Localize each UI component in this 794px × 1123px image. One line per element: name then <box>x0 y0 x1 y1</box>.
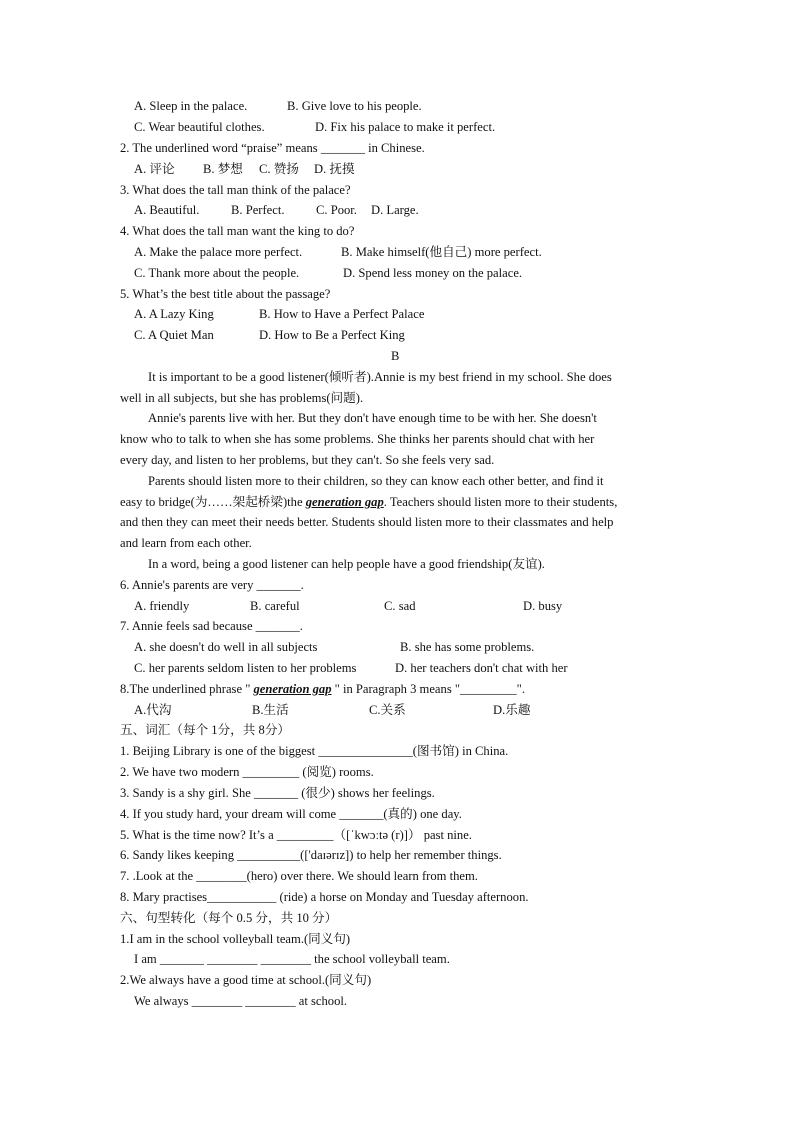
vocab-item-8: 8. Mary practises___________ (ride) a horse on Monday and Tuesday afternoon. <box>120 890 529 904</box>
q3-option-b: B. Perfect. <box>231 203 285 217</box>
transform-item-2-answer: We always ________ ________ at school. <box>134 994 348 1008</box>
q8-option-d: D.乐趣 <box>493 703 531 717</box>
passage-b-p2-line1: Annie's parents live with her. But they don't have enough time to be with her. She doesn't <box>148 411 597 425</box>
q1-options-row-1 <box>134 98 422 114</box>
q7-option-d: D. her teachers don't chat with her <box>395 661 568 675</box>
vocab-item-2: 2. We have two modern _________ (阅览) rooms. <box>120 765 374 779</box>
passage-b-p1-line1: It is important to be a good listener(倾听者).Annie is my best friend in my school. She does <box>148 370 612 384</box>
q2-options <box>134 161 355 177</box>
q3-options <box>134 202 419 218</box>
transform-item-1: 1.I am in the school volleyball team.(同义句) <box>120 932 351 946</box>
passage-b-p3-line4: and learn from each other. <box>120 536 252 550</box>
q2-option-c: C. 赞扬 <box>259 162 299 176</box>
passage-b-p3-line3: and then they can meet their needs better. Students should listen more to their classmates and help <box>120 515 614 529</box>
q8-stem <box>120 681 525 697</box>
q1-option-a: A. Sleep in the palace. <box>134 99 248 113</box>
q7-stem: 7. Annie feels sad because _______. <box>120 619 303 633</box>
section-6-title: 六、句型转化（每个 0.5 分，共 10 分） <box>120 911 338 925</box>
q8-stem-end: " in Paragraph 3 means "_________". <box>331 682 525 696</box>
q7-options-row-1 <box>134 639 534 655</box>
q5-option-c: C. A Quiet Man <box>134 328 214 342</box>
passage-b-p2-line2: know who to talk to when she has some problems. She thinks her parents should chat with her <box>120 432 595 446</box>
vocab-item-1: 1. Beijing Library is one of the biggest _______________(图书馆) in China. <box>120 744 509 758</box>
q2-option-b: B. 梦想 <box>203 162 243 176</box>
q6-option-d: D. busy <box>523 599 563 613</box>
q4-option-a: A. Make the palace more perfect. <box>134 245 303 259</box>
q3-option-a: A. Beautiful. <box>134 203 200 217</box>
q6-option-b: B. careful <box>250 599 300 613</box>
passage-b-p3-line2-end: . Teachers should listen more to their students, <box>383 495 618 509</box>
passage-b-heading: B <box>391 349 400 363</box>
q8-option-b: B.生活 <box>252 703 289 717</box>
q4-option-b: B. Make himself(他自己) more perfect. <box>341 245 542 259</box>
q2-option-d: D. 抚摸 <box>314 162 355 176</box>
q5-option-d: D. How to Be a Perfect King <box>259 328 405 342</box>
q7-option-a: A. she doesn't do well in all subjects <box>134 640 318 654</box>
passage-b-p2-line3: every day, and listen to her problems, but they can't. So she feels very sad. <box>120 453 495 467</box>
q4-options-row-1 <box>134 244 542 260</box>
q2-stem: 2. The underlined word “praise” means _______ in Chinese. <box>120 141 425 155</box>
passage-b-p3-line2-start: easy to bridge(为……架起桥梁)the <box>120 495 306 509</box>
q1-option-b: B. Give love to his people. <box>287 99 422 113</box>
q1-options-row-2 <box>134 119 495 135</box>
q1-option-c: C. Wear beautiful clothes. <box>134 120 265 134</box>
passage-b-p4-line1: In a word, being a good listener can help people have a good friendship(友谊). <box>148 557 545 571</box>
q7-option-c: C. her parents seldom listen to her problems <box>134 661 357 675</box>
q8-stem-start: 8.The underlined phrase " <box>120 682 254 696</box>
q8-option-c: C.关系 <box>369 703 406 717</box>
passage-b-p1-line2: well in all subjects, but she has problems(问题). <box>120 391 364 405</box>
q4-option-c: C. Thank more about the people. <box>134 266 300 280</box>
q5-option-b: B. How to Have a Perfect Palace <box>259 307 425 321</box>
q6-option-c: C. sad <box>384 599 416 613</box>
q3-option-d: D. Large. <box>371 203 419 217</box>
q4-option-d: D. Spend less money on the palace. <box>343 266 523 280</box>
q3-stem: 3. What does the tall man think of the palace? <box>120 183 351 197</box>
q5-stem: 5. What’s the best title about the passage? <box>120 287 331 301</box>
q8-option-a: A.代沟 <box>134 703 172 717</box>
transform-item-1-answer: I am _______ ________ ________ the school volleyball team. <box>134 952 450 966</box>
q4-stem: 4. What does the tall man want the king to do? <box>120 224 355 238</box>
q5-options-row-2 <box>134 327 405 343</box>
vocab-item-6: 6. Sandy likes keeping __________(['daɪərɪz]) to help her remember things. <box>120 848 502 862</box>
underlined-phrase: generation gap <box>305 495 384 509</box>
q8-underlined-phrase: generation gap <box>253 682 332 696</box>
q5-options-row-1 <box>134 306 424 322</box>
passage-b-p3-line1: Parents should listen more to their children, so they can know each other better, and find it <box>148 474 604 488</box>
vocab-item-7: 7. .Look at the ________(hero) over there. We should learn from them. <box>120 869 478 883</box>
q6-option-a: A. friendly <box>134 599 190 613</box>
section-5-title: 五、词汇（每个 1分，共 8分） <box>120 723 291 737</box>
vocab-item-4: 4. If you study hard, your dream will come _______(真的) one day. <box>120 807 462 821</box>
q5-option-a: A. A Lazy King <box>134 307 214 321</box>
q4-options-row-2 <box>134 265 522 281</box>
q1-option-d: D. Fix his palace to make it perfect. <box>315 120 496 134</box>
vocab-item-3: 3. Sandy is a shy girl. She _______ (很少) shows her feelings. <box>120 786 435 800</box>
passage-b-p3-line2 <box>120 494 617 510</box>
q7-option-b: B. she has some problems. <box>400 640 535 654</box>
q6-stem: 6. Annie's parents are very _______. <box>120 578 304 592</box>
q7-options-row-2 <box>134 660 568 676</box>
q8-options <box>134 702 530 718</box>
q2-option-a: A. 评论 <box>134 162 175 176</box>
transform-item-2: 2.We always have a good time at school.(同义句) <box>120 973 372 987</box>
q3-option-c: C. Poor. <box>316 203 357 217</box>
vocab-item-5: 5. What is the time now? It’s a _________（[ˈkwɔːtə (r)]） past nine. <box>120 828 472 842</box>
q6-options <box>134 598 562 614</box>
